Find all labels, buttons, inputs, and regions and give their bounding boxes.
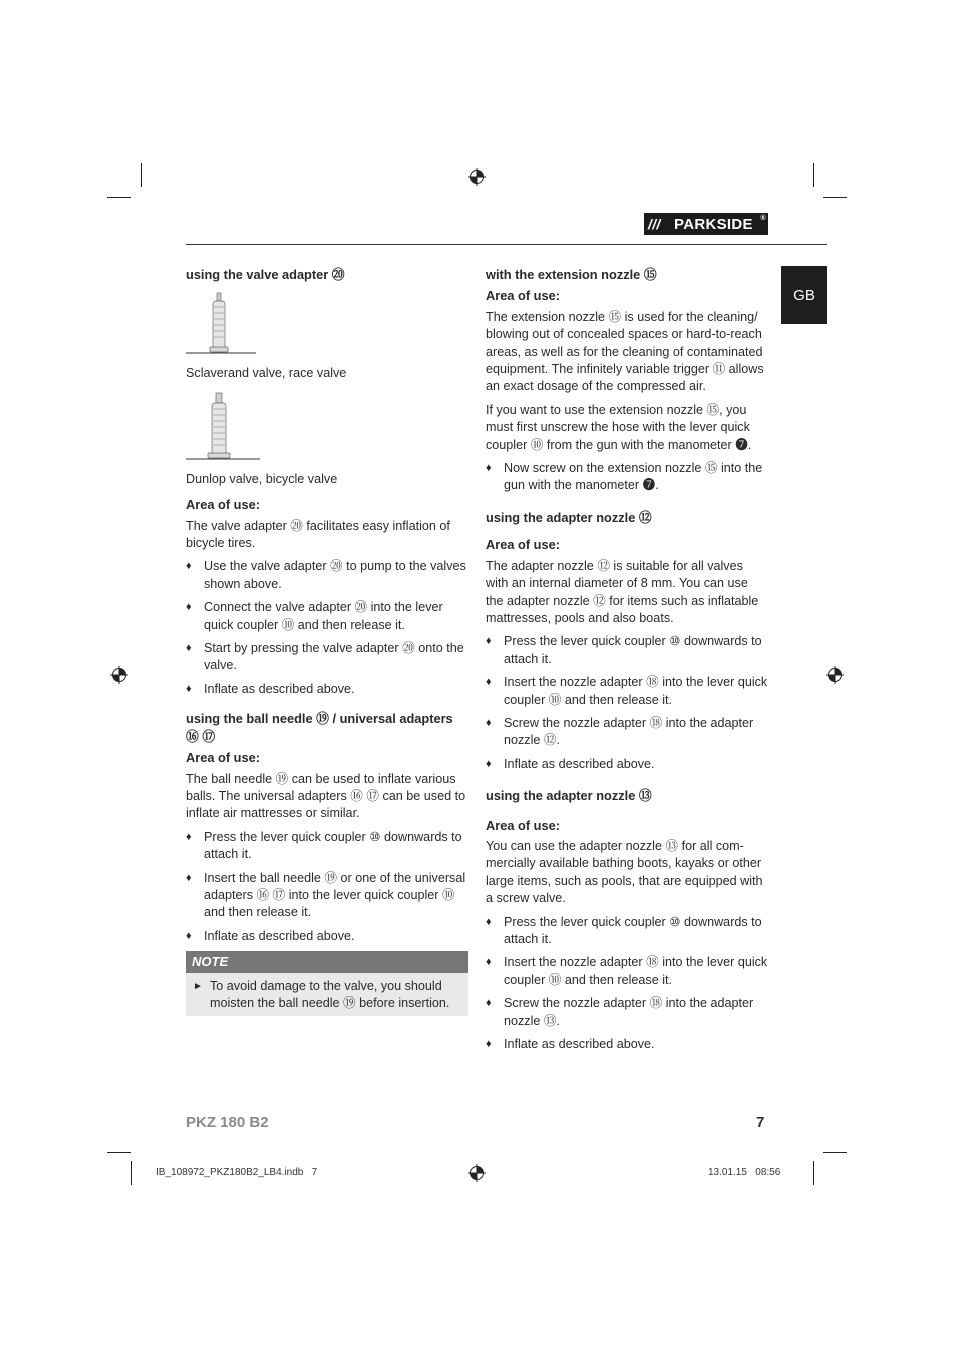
bullet-icon: ♦: [486, 1038, 492, 1051]
bullet-item: ♦ Press the lever quick coupler ⑩ downwards to attach it.: [186, 829, 462, 862]
registration-mark-icon: [468, 1164, 486, 1182]
bullet-item: ♦ Connect the valve adapter ⑳ into the lever quick coupler ⑩ and then release it.: [186, 600, 443, 632]
paragraph: The valve adapter ⑳ facilitates easy inflation of bicycle tires.: [186, 518, 450, 551]
note-box: [186, 951, 468, 1016]
section-heading: using the adapter nozzle ⑫: [486, 509, 652, 525]
note-heading: NOTE: [186, 951, 468, 972]
right-column: [486, 266, 768, 1059]
bullet-item: ♦ Now screw on the extension nozzle ⑮ into the gun with the manometer ❼.: [486, 461, 763, 493]
bullet-icon: ♦: [186, 560, 192, 573]
bullet-item: ♦ Insert the nozzle adapter ⑱ into the lever quick coupler ⑩ and then release it.: [486, 955, 768, 987]
bullet-item: ♦ Start by pressing the valve adapter ⑳ onto the valve.: [186, 641, 464, 673]
parkside-logo: [644, 213, 768, 235]
logo-text: PARKSIDE: [674, 215, 753, 233]
bullet-icon: ♦: [186, 830, 192, 843]
bullet-item: ♦ Insert the ball needle ⑲ or one of the universal adapters ⑯ ⑰ into the lever quick coupler ⑩ and then release it.: [186, 870, 466, 920]
registration-mark-icon: [826, 666, 844, 684]
language-tab: GB: [781, 266, 827, 324]
print-slug-date: 13.01.15 08:56: [708, 1167, 781, 1178]
section-heading: using the adapter nozzle ⑬: [486, 788, 652, 804]
paragraph: The ball needle ⑲ can be used to inflate various balls. The universal adapters ⑯ ⑰ can be used to inflate air mattresses or similar.: [186, 771, 466, 821]
print-slug-file: IB_108972_PKZ180B2_LB4.indb 7: [156, 1167, 318, 1178]
bullet-item: ♦ Inflate as described above.: [486, 756, 768, 773]
registration-mark-icon: [468, 168, 486, 186]
model-number: PKZ 180 B2: [186, 1114, 269, 1131]
bullet-item: ♦ Screw the nozzle adapter ⑱ into the adapter nozzle ⑫.: [486, 715, 754, 748]
note-text: To avoid damage to the valve, you should moisten the ball needle ⑲ before insertion.: [210, 978, 450, 1010]
logo-registered-mark: ®: [760, 215, 766, 222]
section-heading: using the valve adapter ⑳: [186, 267, 345, 282]
note-body: [186, 973, 468, 1017]
header-rule: [186, 244, 827, 245]
sclaverand-valve-figure: [186, 287, 468, 359]
registration-mark-icon: [110, 666, 128, 684]
dunlop-valve-icon: [186, 389, 276, 465]
bullet-icon: ♦: [186, 682, 192, 695]
bullet-icon: ♦: [486, 997, 492, 1010]
crop-mark: [141, 163, 142, 187]
bullet-item: ♦ Insert the nozzle adapter ⑱ into the lever quick coupler ⑩ and then release it.: [486, 675, 768, 707]
bullet-item: ♦ Inflate as described above.: [186, 681, 468, 698]
bullet-icon: ♦: [486, 716, 492, 729]
bullet-item: ♦ Inflate as described above.: [186, 928, 468, 945]
crop-mark: [823, 197, 847, 198]
area-of-use-heading: Area of use:: [486, 537, 560, 553]
paragraph: The extension nozzle ⑮ is used for the cleaning/ blowing out of concealed spaces or hard-to-reach areas, as well as for the cleaning of contaminated equipment. The infinitely variable trigger ⑪ allows an exact dosage of the compressed air.: [486, 309, 764, 394]
bullet-item: ♦ Press the lever quick coupler ⑩ downwards to attach it.: [486, 914, 762, 946]
crop-mark: [107, 1152, 131, 1153]
area-of-use-heading: Area of use:: [486, 817, 560, 833]
bullet-icon: ♦: [486, 956, 492, 969]
bullet-icon: ♦: [186, 601, 192, 614]
crop-mark: [813, 163, 814, 187]
area-of-use-heading: Area of use:: [186, 750, 260, 766]
valve-caption: Sclaverand valve, race valve: [186, 366, 347, 381]
bullet-icon: ♦: [486, 915, 492, 928]
bullet-icon: ♦: [486, 635, 492, 648]
dunlop-valve-figure: [186, 389, 468, 465]
bullet-icon: ♦: [486, 676, 492, 689]
valve-caption: Dunlop valve, bicycle valve: [186, 471, 338, 486]
paragraph: You can use the adapter nozzle ⑬ for all com- mercially available bathing boots, kayaks or other large items, such as pools, that are equipped with a screw valve.: [486, 838, 763, 906]
crop-mark: [813, 1161, 814, 1185]
area-of-use-heading: Area of use:: [486, 288, 560, 304]
bullet-item: ♦ Inflate as described above.: [486, 1036, 768, 1053]
bullet-icon: ♦: [486, 462, 492, 475]
paragraph: The adapter nozzle ⑫ is suitable for all valves with an internal diameter of 8 mm. You can use the adapter nozzle ⑫ for items such as inflatable mattresses, pools and also boats.: [486, 558, 759, 625]
area-of-use-heading: Area of use:: [186, 497, 260, 513]
logo-slashes: ///: [648, 216, 661, 232]
page-number: 7: [756, 1114, 765, 1131]
left-column: [186, 266, 468, 1016]
bullet-icon: ♦: [186, 929, 192, 942]
crop-mark: [107, 197, 131, 198]
bullet-icon: ♦: [186, 642, 192, 655]
crop-mark: [823, 1152, 847, 1153]
bullet-icon: ♦: [186, 871, 192, 884]
bullet-item: ♦ Press the lever quick coupler ⑩ downwards to attach it.: [486, 634, 762, 666]
bullet-item: ♦ Use the valve adapter ⑳ to pump to the valves shown above.: [186, 559, 466, 591]
arrow-icon: ►: [193, 980, 203, 992]
bullet-item: ♦ Screw the nozzle adapter ⑱ into the adapter nozzle ⑬.: [486, 996, 754, 1028]
paragraph: If you want to use the extension nozzle ⑮, you must first unscrew the hose with the lever quick coupler ⑩ from the gun with the manometer ❼.: [486, 402, 752, 452]
section-heading: using the ball needle ⑲ / universal adapters ⑯ ⑰: [186, 711, 453, 744]
crop-mark: [131, 1161, 132, 1185]
section-heading: with the extension nozzle ⑮: [486, 267, 657, 282]
bullet-icon: ♦: [486, 757, 492, 770]
sclaverand-valve-icon: [186, 287, 276, 359]
